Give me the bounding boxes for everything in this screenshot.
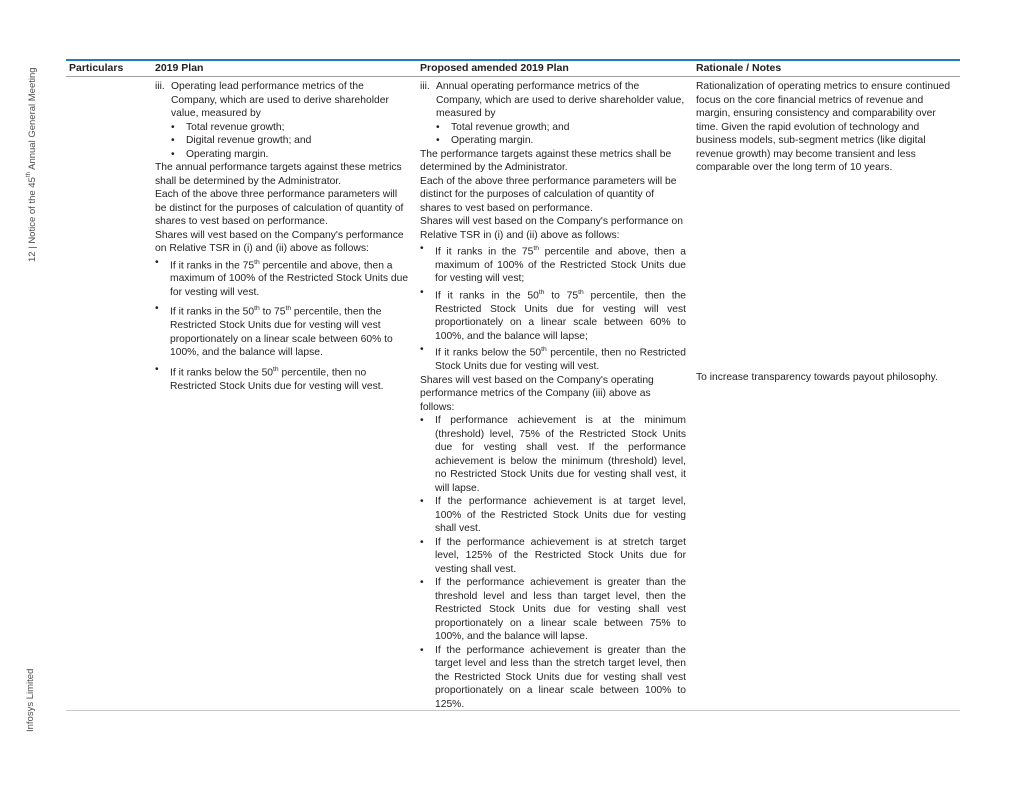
parameters-paragraph: Each of the above three performance parameters will be distinct for the purposes of calculation of quantity of shares to vest based on performance. [420, 175, 677, 214]
targets-paragraph: The performance targets against these metrics shall be determined by the Administrator. [420, 148, 672, 173]
item-number: iii. [155, 81, 165, 92]
lead-metric-text: Operating lead performance metrics of the Company, which are used to derive shareholder value, measured by [171, 81, 389, 119]
header-rationale: Rationale / Notes [696, 62, 782, 74]
list-item: • Total revenue growth; [171, 121, 411, 135]
targets-paragraph: The annual performance targets against these metrics shall be determined by the Administrator. [155, 162, 402, 187]
operating-paragraph: Shares will vest based on the Company's operating performance metrics of the Company (iii) above as follows: [420, 374, 654, 413]
tsr-bullets [155, 256, 411, 394]
tsr-paragraph: Shares will vest based on the Company's performance on Relative TSR in (i) and (ii) above as follows: [155, 229, 404, 254]
list-item: • If it ranks in the 75th percentile and above, then a maximum of 100% of the Restricted Stock Units due for vesting will vest; [420, 242, 686, 286]
list-item: • If the performance achievement is greater than the target level and less than the stretch target level, then the Restricted Stock Units due for vesting shall vest proportionately on a linear scale between 100% to 125%. [420, 644, 686, 712]
tsr-bullets [420, 242, 686, 374]
header-rule [66, 76, 960, 77]
metric-list [436, 121, 686, 148]
table-bottom-rule [66, 710, 960, 711]
rationale-note-1: Rationalization of operating metrics to ensure continued focus on the core financial metrics of revenue and margin, ensuring consistency and comparability over time. Given the rapid evolution of technology and business models, sub-segment metrics (like digital revenue growth) may become transient and less comparable over the long term of 10 years. [696, 81, 951, 173]
table-top-rule [66, 59, 960, 61]
list-item: • Total revenue growth; and [436, 121, 686, 135]
list-item: • If it ranks in the 75th percentile and above, then a maximum of 100% of the Restricted Stock Units due for vesting will vest. [155, 256, 411, 300]
company-name: Infosys Limited [25, 668, 36, 732]
header-proposed-plan: Proposed amended 2019 Plan [420, 62, 569, 74]
parameters-paragraph: Each of the above three performance parameters will be distinct for the purposes of calculation of quantity of shares to vest based on performance. [155, 189, 404, 227]
amended-plan-column [420, 80, 686, 711]
lead-metric-text: Annual operating performance metrics of the Company, which are used to derive shareholder value, measured by [436, 81, 685, 119]
operating-bullets [420, 414, 686, 711]
list-item: • If it ranks below the 50th percentile, then no Restricted Stock Units due for vesting will vest. [155, 363, 411, 393]
plan-2019-column [155, 80, 411, 396]
lead-metric-item [420, 80, 686, 148]
header-2019-plan: 2019 Plan [155, 62, 204, 74]
list-item: • If the performance achievement is greater than the threshold level and less than target level, then the Restricted Stock Units due for vesting shall vest proportionately on a linear scale between 75% to 100%, and the balance will lapse. [420, 576, 686, 644]
lead-metric-item [155, 80, 411, 161]
list-item: • If the performance achievement is at stretch target level, 125% of the Restricted Stock Units due for vesting shall vest. [420, 536, 686, 577]
list-item: • If it ranks in the 50th to 75th percentile, then the Restricted Stock Units due for vesting will vest proportionately on a linear scale between 60% to 100%, and the balance will lapse. [155, 302, 411, 359]
list-item: • If it ranks below the 50th percentile, then no Restricted Stock Units due for vesting will vest. [420, 343, 686, 373]
list-item: • If performance achievement is at the minimum (threshold) level, 75% of the Restricted Stock Units due for vesting shall vest. If the performance achievement is below the minimum (threshold) level, no Restricted Stock Units due for vesting shall vest, it will lapse. [420, 414, 686, 495]
list-item: • Operating margin. [171, 148, 411, 162]
list-item: • If the performance achievement is at target level, 100% of the Restricted Stock Units due for vesting shall vest. [420, 495, 686, 536]
header-particulars: Particulars [69, 62, 124, 74]
metric-list [171, 121, 411, 162]
list-item: • Operating margin. [436, 134, 686, 148]
rationale-note-2: To increase transparency towards payout philosophy. [696, 372, 938, 383]
list-item: • Digital revenue growth; and [171, 134, 411, 148]
item-number: iii. [420, 81, 430, 92]
page-reference: 12 | Notice of the 45th Annual General Meeting [25, 67, 39, 262]
list-item: • If it ranks in the 50th to 75th percentile, then the Restricted Stock Units due for vesting will vest proportionately on a linear scale between 60% to 100%, and the balance will lapse; [420, 286, 686, 343]
tsr-paragraph: Shares will vest based on the Company's performance on Relative TSR in (i) and (ii) above as follows: [420, 216, 683, 241]
